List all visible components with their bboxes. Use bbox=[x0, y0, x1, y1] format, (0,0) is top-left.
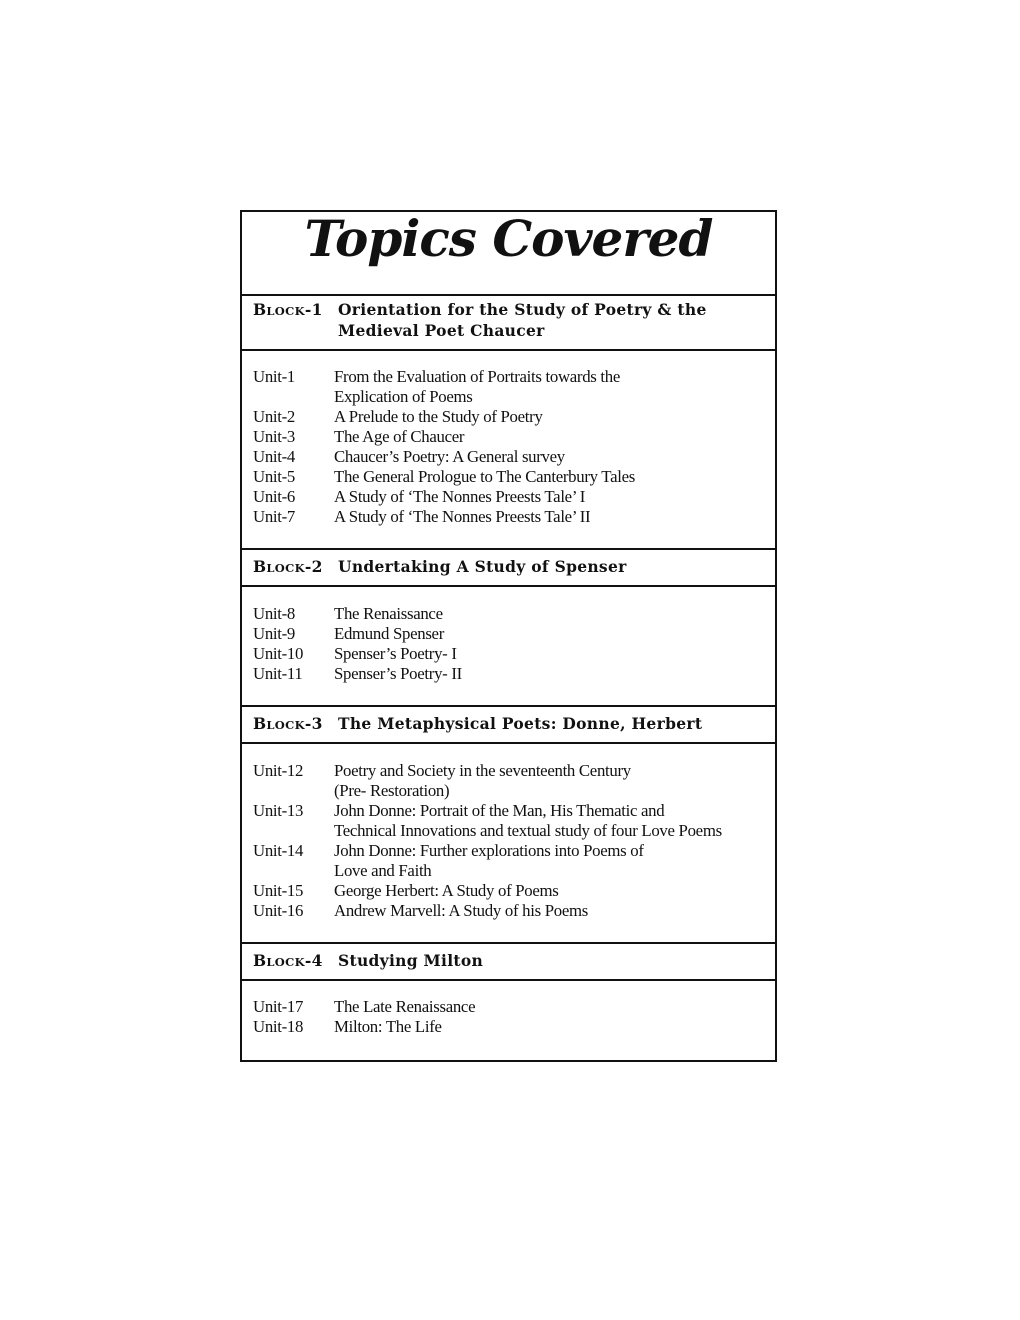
block-number: -1 bbox=[304, 300, 323, 319]
unit-list bbox=[242, 604, 775, 684]
unit-title: A Prelude to the Study of Poetry bbox=[334, 407, 543, 426]
unit-title: A Study of ‘The Nonnes Preests Tale’ II bbox=[334, 507, 591, 526]
unit-title: The Age of Chaucer bbox=[334, 427, 465, 446]
unit-number: Unit-8 bbox=[253, 604, 296, 623]
unit-item bbox=[242, 447, 775, 467]
block-number: -4 bbox=[304, 951, 323, 970]
unit-number: Unit-15 bbox=[253, 881, 304, 900]
block-label-initial: B bbox=[253, 557, 267, 576]
unit-title: The Late Renaissance bbox=[334, 997, 476, 1016]
block-label bbox=[253, 556, 323, 579]
unit-number: Unit-1 bbox=[253, 367, 296, 386]
block-label bbox=[253, 950, 323, 973]
block-label-smallcaps: LOCK bbox=[266, 561, 305, 575]
unit-item bbox=[242, 841, 775, 881]
unit-number: Unit-17 bbox=[253, 997, 304, 1016]
block-header bbox=[242, 550, 775, 587]
unit-item bbox=[242, 997, 775, 1017]
block-number: -3 bbox=[304, 714, 323, 733]
unit-title: John Donne: Further explorations into Poems of Love and Faith bbox=[334, 841, 644, 880]
block-label-smallcaps: LOCK bbox=[266, 718, 305, 732]
block-label-initial: B bbox=[253, 951, 267, 970]
block-label bbox=[253, 713, 323, 736]
block-label-initial: B bbox=[253, 714, 267, 733]
unit-number: Unit-12 bbox=[253, 761, 304, 780]
unit-title: Spenser’s Poetry- II bbox=[334, 664, 462, 683]
unit-number: Unit-10 bbox=[253, 644, 304, 663]
block-label-smallcaps: LOCK bbox=[266, 955, 305, 969]
unit-item bbox=[242, 901, 775, 921]
unit-item bbox=[242, 427, 775, 447]
block-title: Studying Milton bbox=[338, 951, 484, 970]
block-title: The Metaphysical Poets: Donne, Herbert bbox=[338, 714, 703, 733]
unit-number: Unit-14 bbox=[253, 841, 304, 860]
unit-item bbox=[242, 367, 775, 407]
unit-title: John Donne: Portrait of the Man, His Thematic and Technical Innovations and textual study of four Love Poems bbox=[334, 801, 722, 840]
block-header bbox=[242, 707, 775, 744]
unit-title: A Study of ‘The Nonnes Preests Tale’ I bbox=[334, 487, 586, 506]
unit-title: Poetry and Society in the seventeenth Century (Pre- Restoration) bbox=[334, 761, 631, 800]
unit-number: Unit-16 bbox=[253, 901, 304, 920]
block-number: -2 bbox=[304, 557, 323, 576]
unit-item bbox=[242, 1017, 775, 1037]
page-title: Topics Covered bbox=[304, 209, 713, 268]
unit-item bbox=[242, 644, 775, 664]
unit-number: Unit-2 bbox=[253, 407, 296, 426]
unit-title: Chaucer’s Poetry: A General survey bbox=[334, 447, 565, 466]
unit-item bbox=[242, 507, 775, 527]
unit-item bbox=[242, 624, 775, 644]
unit-item bbox=[242, 407, 775, 427]
block-title: Undertaking A Study of Spenser bbox=[338, 557, 627, 576]
unit-number: Unit-5 bbox=[253, 467, 296, 486]
title-row bbox=[242, 209, 775, 296]
unit-title: From the Evaluation of Portraits towards the Explication of Poems bbox=[334, 367, 621, 406]
unit-title: Edmund Spenser bbox=[334, 624, 444, 643]
unit-item bbox=[242, 761, 775, 801]
unit-title: Milton: The Life bbox=[334, 1017, 442, 1036]
unit-number: Unit-9 bbox=[253, 624, 296, 643]
unit-item bbox=[242, 881, 775, 901]
unit-item bbox=[242, 801, 775, 841]
unit-title: Spenser’s Poetry- I bbox=[334, 644, 457, 663]
unit-number: Unit-3 bbox=[253, 427, 296, 446]
unit-item bbox=[242, 664, 775, 684]
unit-number: Unit-11 bbox=[253, 664, 303, 683]
block-label-smallcaps: LOCK bbox=[266, 304, 305, 318]
unit-item bbox=[242, 604, 775, 624]
block-header bbox=[242, 944, 775, 981]
unit-list bbox=[242, 761, 775, 921]
block-title: Orientation for the Study of Poetry & the Medieval Poet Chaucer bbox=[338, 300, 707, 340]
block-label bbox=[253, 299, 323, 322]
unit-title: The Renaissance bbox=[334, 604, 443, 623]
unit-title: The General Prologue to The Canterbury Tales bbox=[334, 467, 635, 486]
unit-number: Unit-18 bbox=[253, 1017, 304, 1036]
block-label-initial: B bbox=[253, 300, 267, 319]
unit-list bbox=[242, 997, 775, 1037]
block-header bbox=[242, 294, 775, 351]
unit-title: George Herbert: A Study of Poems bbox=[334, 881, 559, 900]
unit-list bbox=[242, 367, 775, 527]
unit-title: Andrew Marvell: A Study of his Poems bbox=[334, 901, 588, 920]
unit-number: Unit-13 bbox=[253, 801, 304, 820]
unit-number: Unit-6 bbox=[253, 487, 296, 506]
unit-number: Unit-4 bbox=[253, 447, 296, 466]
unit-item bbox=[242, 487, 775, 507]
unit-number: Unit-7 bbox=[253, 507, 296, 526]
unit-item bbox=[242, 467, 775, 487]
topics-box bbox=[240, 210, 777, 1062]
